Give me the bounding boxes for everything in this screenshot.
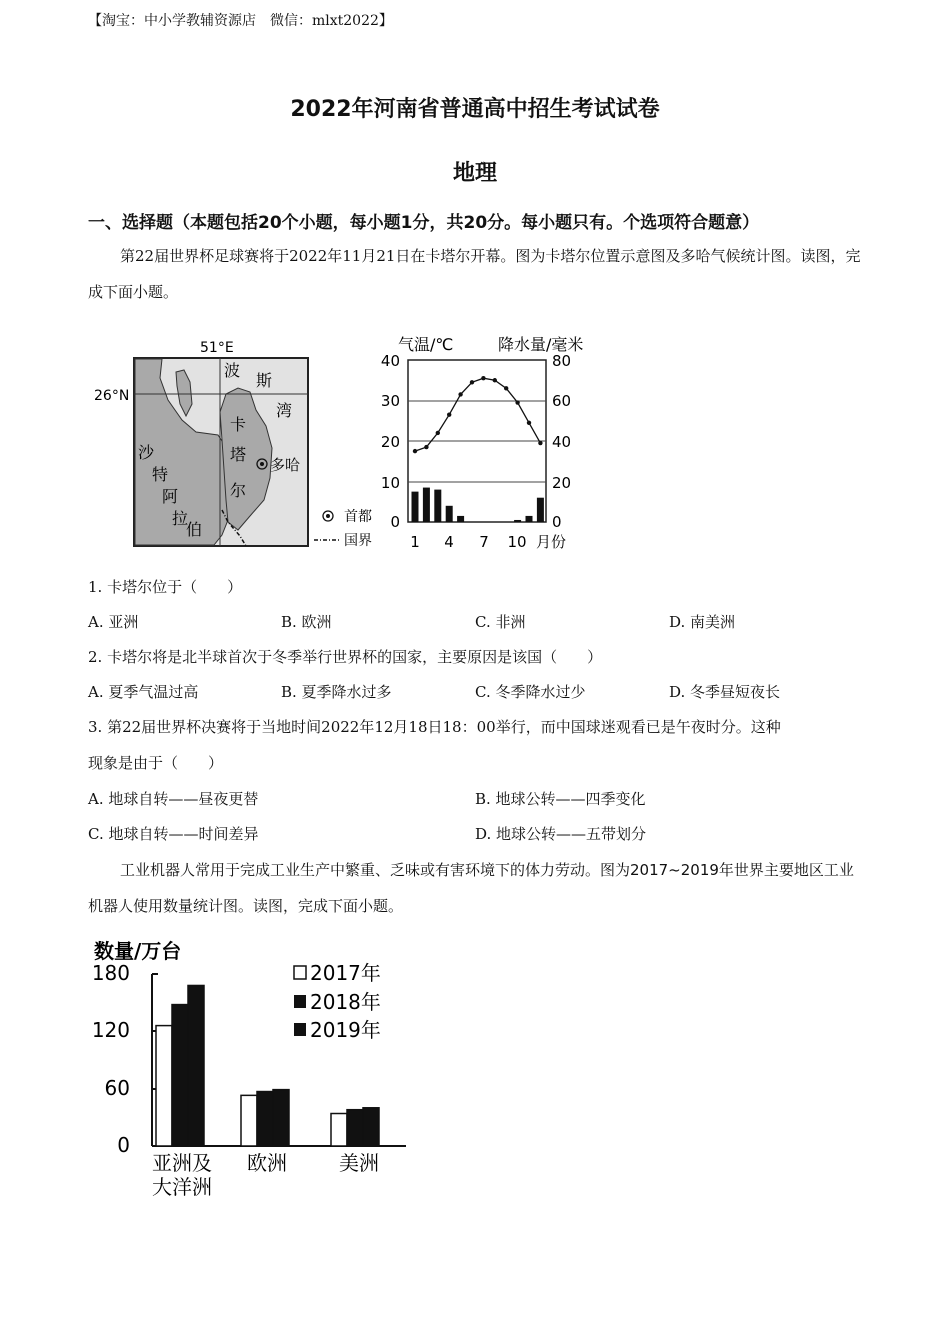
robot-bar-3-2019年 [363, 1108, 379, 1146]
left-tick-0: 0 [390, 513, 400, 531]
question-3-stem-line2: 现象是由于（ ） [88, 754, 224, 772]
temperature-point-month-5 [458, 392, 462, 396]
qatar-char-3: 尔 [230, 481, 247, 500]
right-tick-20: 20 [552, 474, 572, 492]
temperature-point-month-8 [493, 378, 497, 382]
temperature-point-month-11 [527, 421, 531, 425]
saudi-char-1: 沙 [138, 443, 155, 462]
robot-tick-label-60: 60 [104, 1076, 130, 1100]
robot-bar-2-2018年 [257, 1092, 273, 1146]
q3-option-c[interactable]: C. 地球自转——时间差异 [88, 825, 259, 843]
legend-2019-label: 2019年 [310, 1018, 381, 1042]
question-1-stem: 1. 卡塔尔位于（ ） [88, 578, 243, 596]
left-tick-10: 10 [380, 474, 400, 492]
left-tick-20: 20 [380, 433, 400, 451]
section-title: 一、选择题（本题包括20个小题，每小题1分，共20分。每小题只有。个选项符合题意） [88, 213, 760, 233]
question-3-stem-line1: 3. 第22届世界杯决赛将于当地时间2022年12月18日18：00举行，而中国球迷观看已是午夜时分。这种 [88, 718, 781, 736]
precip-bar-month-12 [537, 498, 544, 522]
gulf-char-2: 斯 [256, 371, 273, 390]
intro-paragraph-2: 工业机器人常用于完成工业生产中繁重、乏味或有害环境下的体力劳动。图为2017~2019年世界主要地区工业机器人使用数量统计图。读图，完成下面小题。 [88, 861, 854, 915]
month-tick-4: 4 [444, 533, 454, 551]
precip-bar-month-11 [526, 516, 533, 522]
legend-border-label: 国界 [344, 533, 372, 549]
precip-bar-month-3 [434, 490, 441, 522]
subject-title: 地理 [452, 161, 497, 186]
precip-bar-month-5 [457, 516, 464, 522]
precip-bar-month-1 [412, 492, 419, 522]
month-tick-7: 7 [479, 533, 489, 551]
temperature-point-month-1 [413, 449, 417, 453]
q1-option-c[interactable]: C. 非洲 [475, 613, 526, 631]
header-note: 【淘宝：中小学教辅资源店 微信：mlxt2022】 [88, 13, 393, 29]
qatar-location-map [94, 330, 390, 555]
temperature-point-month-6 [470, 380, 474, 384]
robot-bar-1-2018年 [172, 1005, 188, 1146]
qatar-char-2: 塔 [230, 445, 247, 464]
saudi-char-5: 伯 [186, 520, 203, 539]
robot-y-axis-title: 数量/万台 [94, 939, 182, 963]
robot-tick-label-0: 0 [117, 1133, 130, 1157]
q2-option-b[interactable]: B. 夏季降水过多 [281, 683, 392, 701]
temperature-line [415, 378, 540, 451]
qatar-char-1: 卡 [230, 415, 247, 434]
doha-label: 多哈 [270, 456, 301, 474]
robot-bar-1-2019年 [188, 985, 204, 1146]
legend-capital-dot [326, 514, 330, 518]
precip-bar-month-4 [446, 506, 453, 522]
doha-climate-chart [380, 328, 610, 556]
q3-option-b[interactable]: B. 地球公转——四季变化 [475, 790, 646, 808]
legend-2017-swatch [294, 966, 306, 979]
saudi-char-2: 特 [152, 465, 169, 484]
gulf-char-3: 湾 [276, 401, 293, 420]
category-asia-line1: 亚洲及 [152, 1151, 212, 1175]
right-tick-80: 80 [552, 352, 572, 370]
legend-2018-label: 2018年 [310, 990, 381, 1014]
legend-capital-label: 首都 [344, 509, 372, 525]
q1-option-d[interactable]: D. 南美洲 [669, 613, 736, 631]
q1-option-a[interactable]: A. 亚洲 [88, 613, 139, 631]
doha-capital-dot [260, 462, 264, 466]
temperature-point-month-4 [447, 412, 451, 416]
gulf-char-1: 波 [224, 361, 241, 380]
month-tick-10: 10 [507, 533, 527, 551]
legend-2017-label: 2017年 [310, 961, 381, 985]
left-tick-40: 40 [380, 352, 400, 370]
q3-option-d[interactable]: D. 地球公转——五带划分 [475, 825, 647, 843]
robot-bar-1-2017年 [156, 1026, 172, 1146]
temp-axis-label: 气温/℃ [398, 335, 454, 354]
precip-axis-label: 降水量/毫米 [498, 335, 584, 354]
robot-bar-2-2017年 [241, 1095, 257, 1146]
legend-2019-swatch [294, 1023, 306, 1036]
temperature-point-month-2 [424, 445, 428, 449]
robot-bar-2-2019年 [273, 1090, 289, 1146]
latitude-label: 26°N [94, 388, 130, 404]
month-axis-label: 月份 [536, 533, 567, 551]
precip-bar-month-10 [514, 520, 521, 522]
robot-tick-label-180: 180 [91, 961, 130, 985]
industrial-robot-chart [86, 930, 416, 1210]
robot-bar-3-2018年 [347, 1110, 363, 1146]
q2-option-c[interactable]: C. 冬季降水过少 [475, 683, 586, 701]
right-tick-60: 60 [552, 392, 572, 410]
temperature-point-month-9 [504, 386, 508, 390]
month-tick-1: 1 [410, 533, 420, 551]
q1-option-b[interactable]: B. 欧洲 [281, 613, 332, 631]
robot-tick-label-120: 120 [91, 1018, 130, 1042]
category-europe: 欧洲 [247, 1151, 287, 1175]
page-title: 2022年河南省普通高中招生考试试卷 [290, 97, 660, 122]
right-tick-40: 40 [552, 433, 572, 451]
q2-option-d[interactable]: D. 冬季昼短夜长 [669, 683, 781, 701]
q2-option-a[interactable]: A. 夏季气温过高 [88, 683, 199, 701]
intro-paragraph-1: 第22届世界杯足球赛将于2022年11月21日在卡塔尔开幕。图为卡塔尔位置示意图及多哈气候统计图。读图，完成下面小题。 [88, 247, 861, 301]
legend-2018-swatch [294, 995, 306, 1008]
temperature-point-month-10 [515, 400, 519, 404]
right-tick-0: 0 [552, 513, 562, 531]
temperature-point-month-12 [538, 441, 542, 445]
category-americas: 美洲 [339, 1151, 379, 1175]
precip-bar-month-2 [423, 488, 430, 522]
temperature-point-month-3 [436, 431, 440, 435]
temperature-point-month-7 [481, 376, 485, 380]
saudi-char-4: 拉 [172, 509, 189, 528]
category-asia-line2: 大洋洲 [152, 1175, 212, 1199]
saudi-char-3: 阿 [162, 487, 179, 506]
robot-bar-3-2017年 [331, 1114, 347, 1146]
q3-option-a[interactable]: A. 地球自转——昼夜更替 [88, 790, 259, 808]
longitude-label: 51°E [200, 340, 234, 356]
left-tick-30: 30 [380, 392, 400, 410]
question-2-stem: 2. 卡塔尔将是北半球首次于冬季举行世界杯的国家，主要原因是该国（ ） [88, 648, 603, 666]
